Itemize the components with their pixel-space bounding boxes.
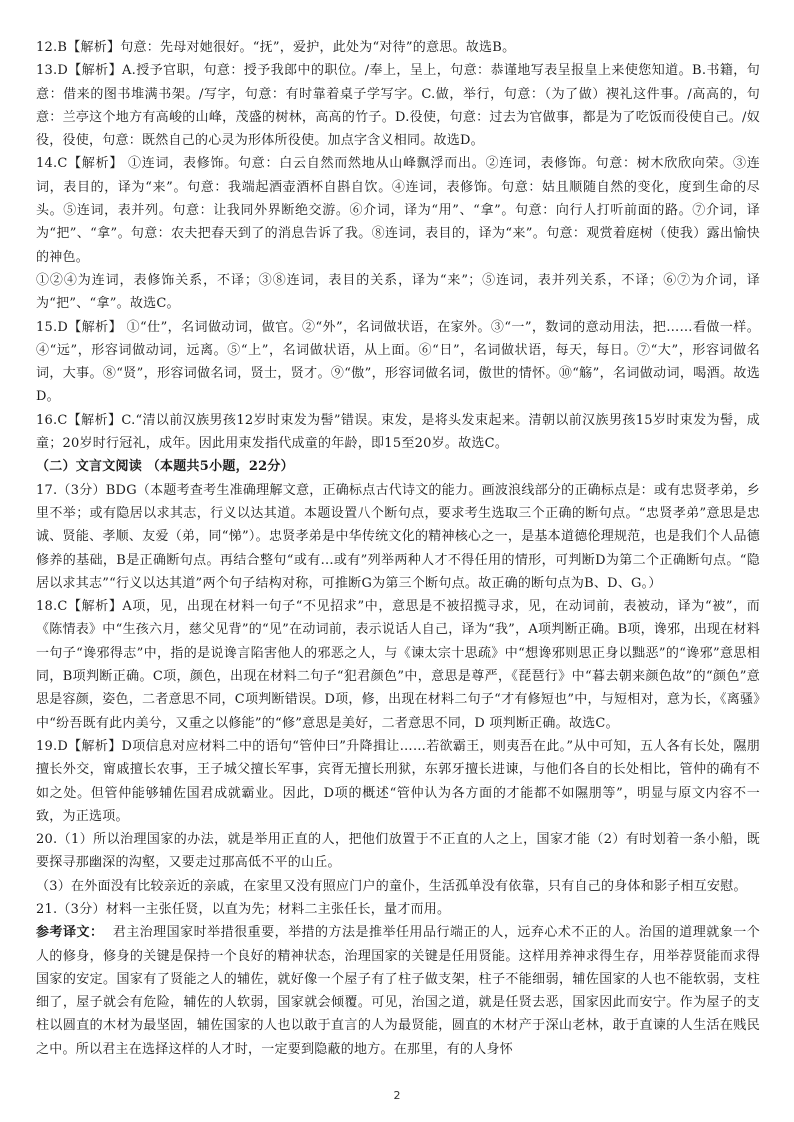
answer-13: 13.D【解析】A.授予官职，句意：授予我郎中的职位。/奉上，呈上，句意：恭谨地写表呈报皇上来使您知道。B.书籍，句意：借来的图书堆满书架。/写字，句意：有时靠着桌子学写字。C.做，举行，句意：（为了做）禊礼这件事。/高高的，句意：兰亭这个地方有高峻的山峰，茂盛的树林，高高的竹子。D.役使，句意：过去为官做事，都是为了吃饭而役使自己。/奴役，役使，句意：既然自己的心灵为形体所役使。加点字含义相同。故选D。 <box>36 63 760 149</box>
answer-15: 15.D【解析】 ①“仕”，名词做动词，做官。②“外”，名词做状语，在家外。③“一”，数词的意动用法，把……看做一样。④“远”，形容词做动词，远离。⑤“上”，名词做状语，从上面。⑥“日”，名词做状语，每天，每日。⑦“大”，形容词做名词，大事。⑧“贤”，形容词做名词，贤士，贤才。⑨“傲”，形容词做名词，傲世的情怀。⑩“觞”，名词做动词，喝酒。故选D。 <box>36 319 760 405</box>
answer-21: 21.（3分）材料一主张任贤，以直为先；材料二主张任长，量才而用。 <box>36 901 451 917</box>
answer-20-part3: （3）在外面没有比较亲近的亲戚，在家里又没有照应门户的童仆，生活孤单没有依靠，只有自己的身体和影子相互安慰。 <box>36 878 747 894</box>
answer-18: 18.C【解析】A项，见，出现在材料一句子“不见招求”中，意思是不被招揽寻求，见，在动词前，表被动，译为“被”，而《陈情表》中“生孩六月，慈父见背”的“见”在动词前，表示说话人自己，译为“我”，A项判断正确。B项，谗邪，出现在材料一句子“谗邪得志”中，指的是说谗言陷害他人的邪恶之人，与《谏太宗十思疏》中“想谗邪则思正身以黜恶”的“谗邪”意思相同，B项判断正确。C项，颜色，出现在材料二句子“犯君颜色”中，意思是尊严，《琵琶行》中“暮去朝来颜色故”的“颜色”意思是容颜，姿色，二者意思不同，C项判断错误。D项，修，出现在材料二句子“才有修短也”中，与短相对，意为长，《离骚》中“纷吾既有此内美兮，又重之以修能”的“修”意思是美好，二者意思不同，D 项判断正确。故选C。 <box>36 599 760 731</box>
answer-page <box>36 36 760 1061</box>
reference-text: 君主治理国家时举措很重要，举措的方法是推举任用品行端正的人，远弃心术不正的人。治国的道理就象一个人的修身，修身的关键是保持一个良好的精神状态，治理国家的关键是任用贤能。这样用养神求得生存，用举荐贤能而求得国家的安定。国家有了贤能之人的辅佐，就好像一个屋子有了柱子做支架，柱子不能细弱，辅佐国家的人也不能软弱，支柱细了，屋子就会有危险，辅佐的人软弱，国家就会倾覆。可见，治国之道，就是任贤去恶，国家因此而安宁。作为屋子的支柱以圆直的木材为最坚固，辅佐国家的人也以敢于直言的人为最贤能，圆直的木材产于深山老林，敢于直谏的人生活在贱民之中。所以君主在选择这样的人才时，一定要到隐蔽的地方。在那里，有的人身怀 <box>36 925 760 1057</box>
answer-20: 20.（1）所以治理国家的办法，就是举用正直的人，把他们放置于不正直的人之上，国家才能（2）有时划着一条小船，既要探寻那幽深的沟壑，又要走过那高低不平的山丘。 <box>36 832 760 871</box>
section-heading: （二）文言文阅读 （本题共5小题，22分） <box>36 459 294 475</box>
answer-14-summary: ①②④为连词，表修饰关系，不译；③⑧连词，表目的关系，译为“来”；⑤连词，表并列关系，不译；⑥⑦为介词，译为“把”、“拿”。故选C。 <box>36 272 760 312</box>
answer-19: 19.D【解析】D项信息对应材料二中的语句“管仲曰”升降揖让……若欲霸王，则夷吾在此。”从中可知，五人各有长处，隰朋擅长外交，甯戚擅长农事，王子城父擅长军事，宾胥无擅长刑狱，东郭牙擅长进谏，与他们各自的长处相比，管仲的确有不如之处。但管仲能够辅佐国君成就霸业。因此，D项的概述“管仲认为各方面的才能都不如隰朋等”，明显与原文内容不一致，为正选项。 <box>36 738 760 824</box>
answer-16: 16.C【解析】C.“清以前汉族男孩12岁时束发为髻”错误。束发，是将头发束起来。清朝以前汉族男孩15岁时束发为髻，成童；20岁时行冠礼，成年。因此用束发指代成童的年龄，即15至20岁。故选C。 <box>36 412 760 452</box>
answer-12: 12.B【解析】句意：先母对她很好。“抚”，爱护，此处为“对待”的意思。故选B。 <box>36 40 516 55</box>
answer-17: 17.（3分）BDG（本题考查考生准确理解文意，正确标点古代诗文的能力。画波浪线部分的正确标点是：或有忠贤孝弟，乡里不举；或有隐居以求其志，行义以达其道。本题设置八个断句点，要求考生选取三个正确的断句点。“忠贤孝弟”意思是忠诚、贤能、孝顺、友爱（弟，同“悌”）。忠贤孝弟是中华传统文化的精神核心之一，是基本道德伦理规范，也是我们个人品德修养的基础，B是正确断句点。再结合整句“或有...或有”列举两种人才不得任用的情形，可判断D为第二个正确断句点。“隐居以求其志”“行义以达其道”两个句子结构对称，可推断G为第三个断句点。故正确的断句点为B、D、G。） <box>36 482 760 591</box>
reference-translation <box>36 921 760 1061</box>
reference-label: 参考译文： <box>36 925 104 941</box>
answer-14: 14.C【解析】 ①连词，表修饰。句意：白云自然而然地从山峰飘浮而出。②连词，表修饰。句意：树木欣欣向荣。③连词，表目的，译为“来”。句意：我端起酒壶酒杯自斟自饮。④连词，表修饰。句意：姑且顺随自然的变化，度到生命的尽头。⑤连词，表并列。句意：让我同外界断绝交游。⑥介词，译为“用”、“拿”。句意：向行人打听前面的路。⑦介词，译为“把”、“拿”。句意：农夫把春天到了的消息告诉了我。⑧连词，表目的，译为“来”。句意：观赏着庭树（使我）露出愉快的神色。 <box>36 156 760 265</box>
page-number: 2 <box>393 1089 401 1102</box>
